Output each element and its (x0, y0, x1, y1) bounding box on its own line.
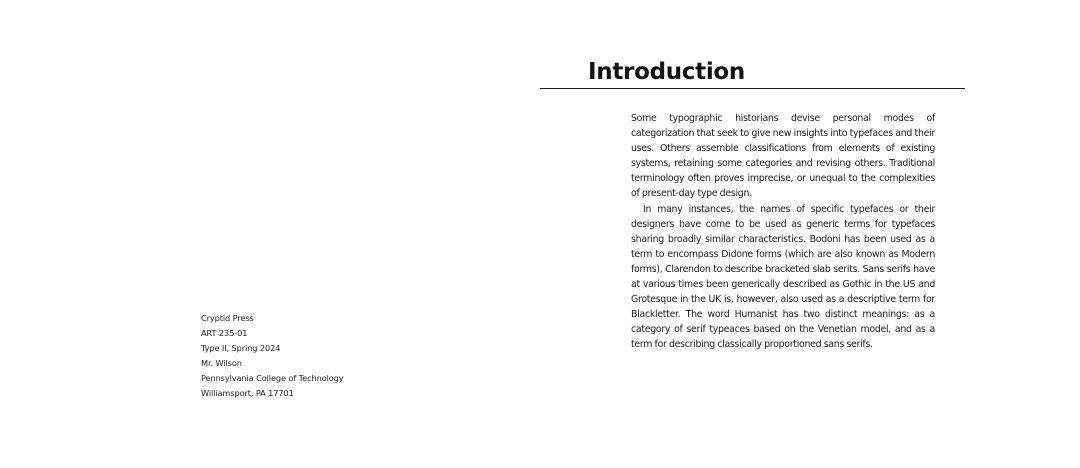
body-text (631, 111, 935, 353)
colophon (201, 311, 461, 401)
colophon-instructor: Mr. Wilson (201, 358, 242, 368)
colophon-institution: Pennsylvania College of Technology (201, 373, 344, 383)
colophon-course: ART 235-01 (201, 328, 248, 338)
paragraph: In many instances, the names of specific typefaces or their designers have come to be used as generic terms for typefaces sharing broadly similar characteristics. Bodoni has been used as a term to encompass Didone forms (which are also known as Modern forms), Clarendon to describe bracketed slab serits. Sans serifs have at various times been generically described as Gothic in the US and Grotesque in the UK is, however, also used as a descriptive term for Blackletter. The word Humanist has two distinct meanings: as a category of serif typeaces based on the Venetian model, and as a term for describing classically proportioned sans serifs. (631, 203, 935, 351)
colophon-publisher: Cryptid Press (201, 313, 254, 323)
paragraph: Some typographic historians devise personal modes of categorization that seek to give new insights into typefaces and their uses. Others assemble classifications from elements of existing systems, retaining some categories and revising others. Traditional terminology often proves imprecise, or unequal to the complexities of present-day type design. (631, 113, 935, 200)
colophon-term: Type II, Spring 2024 (201, 343, 281, 353)
colophon-location: Williamsport, PA 17701 (201, 388, 294, 398)
page-title: Introduction (588, 59, 745, 85)
title-rule (540, 88, 965, 89)
